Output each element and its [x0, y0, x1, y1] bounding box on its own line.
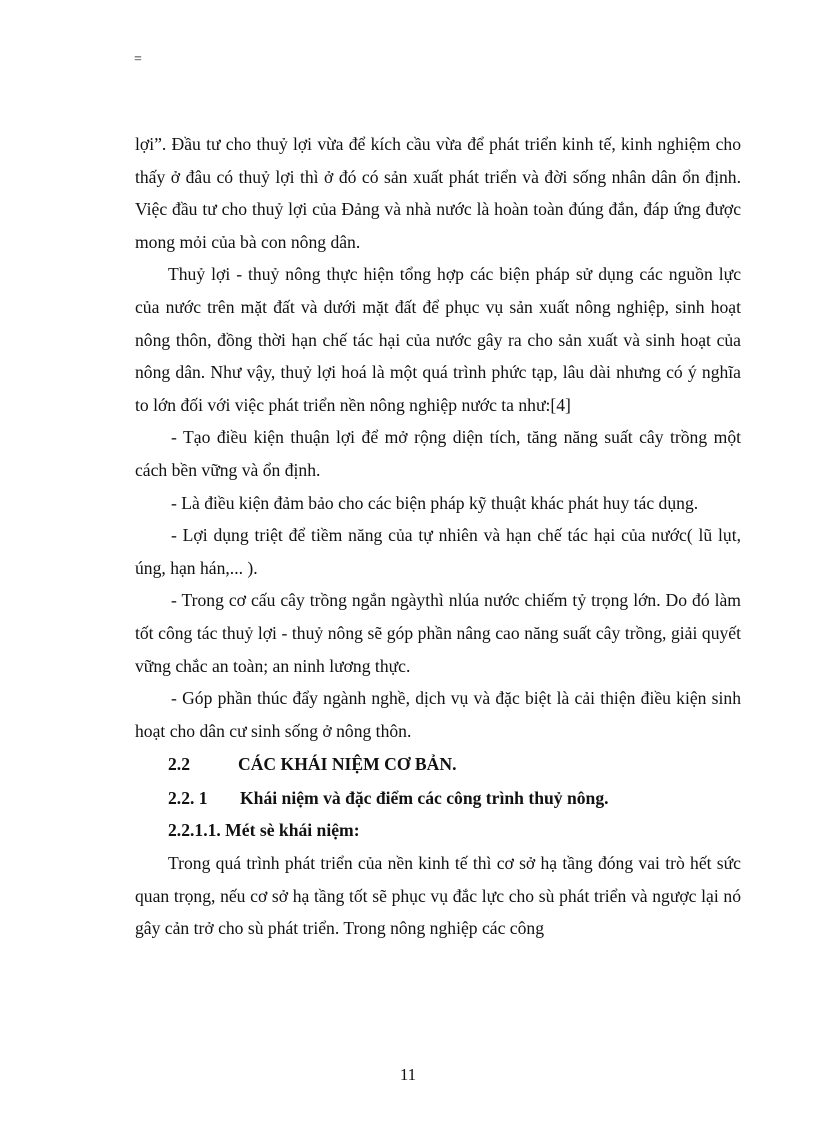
paragraph-irrigation: Thuỷ lợi - thuỷ nông thực hiện tổng hợp các biện pháp sử dụng các nguồn lực của nước trên mặt đất và dưới mặt đất để phục vụ sản xuất nông nghiệp, sinh hoạt nông thôn, đồng thời hạn chế tác hại của nước gây ra cho sản xuất và sinh hoạt của nông dân. Như vậy, thuỷ lợi hoá là một quá trình phức tạp, lâu dài nhưng có ý nghĩa to lớn đối với việc phát triển nền nông nghiệp nước ta như:[4] — [135, 264, 741, 415]
section-heading-2-2 — [135, 748, 741, 781]
bullet-item-3: - Lợi dụng triệt để tiềm năng của tự nhiên và hạn chế tác hại của nước( lũ lụt, úng, hạn hán,... ). — [135, 525, 741, 578]
subsection-heading-2-2-1 — [135, 782, 741, 815]
bullet-item-5: - Góp phần thúc đẩy ngành nghề, dịch vụ và đặc biệt là cải thiện điều kiện sinh hoạt cho dân cư sinh sống ở nông thôn. — [135, 688, 741, 741]
bullet-item-2: - Là điều kiện đảm bảo cho các biện pháp kỹ thuật khác phát huy tác dụng. — [171, 492, 699, 513]
page-number: 11 — [399, 1065, 417, 1084]
paragraph-continued: lợi”. Đầu tư cho thuỷ lợi vừa để kích cầu vừa để phát triển kinh tế, kinh nghiệm cho thấy ở đâu có thuỷ lợi thì ở đó có sản xuất phát triển và đời sống nhân dân ổn định. Việc đầu tư cho thuỷ lợi của Đảng và nhà nước là hoàn toàn đúng đắn, đáp ứng được mong mỏi của bà con nông dân. — [135, 134, 741, 252]
section-title: CÁC KHÁI NIỆM CƠ BẢN. — [238, 754, 457, 775]
header-mark: = — [134, 52, 142, 67]
paragraph-infrastructure: Trong quá trình phát triển của nền kinh tế thì cơ sở hạ tầng đóng vai trò hết sức quan trọng, nếu cơ sở hạ tầng tốt sẽ phục vụ đắc lực cho sù phát triển và ngược lại nó gây cản trở cho sù phát triển. Trong nông nghiệp các công — [135, 853, 741, 939]
bullet-item-1: - Tạo điều kiện thuận lợi để mở rộng diện tích, tăng năng suất cây trồng một cách bền vững và ổn định. — [135, 427, 741, 480]
subsubsection-heading: 2.2.1.1. Mét sè khái niệm: — [168, 820, 360, 841]
section-number: 2.2 — [168, 754, 190, 775]
subsection-number: 2.2. 1 — [168, 787, 208, 808]
subsection-title: Khái niệm và đặc điểm các công trình thuỷ nông. — [240, 787, 609, 808]
body-text — [135, 128, 741, 945]
bullet-item-4: - Trong cơ cấu cây trồng ngắn ngàythì nlúa nước chiếm tỷ trọng lớn. Do đó làm tốt công tác thuỷ lợi - thuỷ nông sẽ góp phần nâng cao năng suất cây trồng, giải quyết vững chắc an toàn; an ninh lương thực. — [135, 590, 741, 676]
